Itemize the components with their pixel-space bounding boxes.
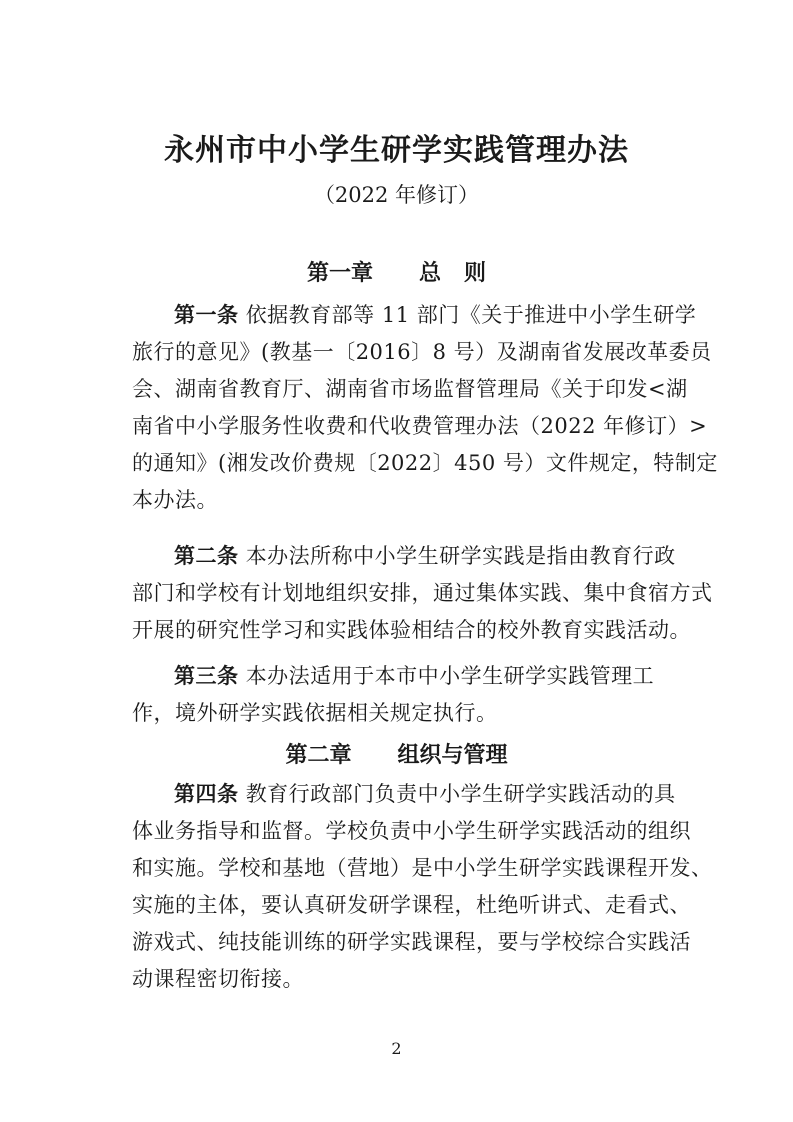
article-4-line-2: 体业务指导和监督。学校负责中小学生研学实践活动的组织	[132, 819, 691, 843]
page-number: 2	[391, 1039, 402, 1058]
article-1-line-2: 旅行的意见》(教基一〔2016〕8 号）及湖南省发展改革委员	[132, 340, 712, 364]
article-2-line-1	[132, 537, 678, 575]
article-4-line-3: 和实施。学校和基地（营地）是中小学生研学实践课程开发、	[132, 856, 713, 880]
article-4-line-4: 实施的主体，要认真研发研学课程，杜绝听讲式、走看式、	[132, 893, 691, 917]
document-title: 永州市中小学生研学实践管理办法	[164, 133, 629, 168]
chapter-heading-2: 第二章 组织与管理	[285, 742, 508, 768]
article-1-text: 依据教育部等 11 部门《关于推进中小学生研学	[245, 303, 697, 327]
article-4-line-6: 动课程密切衔接。	[132, 967, 304, 991]
chapter-heading-1: 第一章 总 则	[307, 260, 486, 286]
article-1-label: 第一条	[174, 302, 239, 327]
article-4-line-5: 游戏式、纯技能训练的研学实践课程，要与学校综合实践活	[132, 930, 691, 954]
article-1-line-4: 南省中小学服务性收费和代收费管理办法（2022 年修订）>	[132, 414, 708, 438]
article-1-line-1	[132, 296, 697, 334]
article-3	[132, 657, 678, 732]
article-1	[132, 296, 718, 519]
article-2	[132, 537, 713, 649]
article-3-line-2: 作，境外研学实践依据相关规定执行。	[132, 701, 498, 725]
article-2-text: 本办法所称中小学生研学实践是指由教育行政	[245, 544, 676, 568]
article-3-text: 本办法适用于本市中小学生研学实践管理工	[245, 664, 655, 688]
article-4	[132, 775, 713, 998]
article-4-line-1	[132, 775, 678, 813]
article-1-line-3: 会、湖南省教育厅、湖南省市场监督管理局《关于印发<湖	[132, 377, 688, 401]
article-4-label: 第四条	[174, 781, 239, 806]
article-1-line-5: 的通知》(湘发改价费规〔2022〕450 号）文件规定，特制定	[132, 451, 718, 475]
article-3-line-1	[132, 657, 678, 695]
article-2-line-3: 开展的研究性学习和实践体验相结合的校外教育实践活动。	[132, 618, 691, 642]
article-4-text: 教育行政部门负责中小学生研学实践活动的具	[245, 782, 676, 806]
article-2-line-2: 部门和学校有计划地组织安排，通过集体实践、集中食宿方式	[132, 581, 713, 605]
document-subtitle: （2022 年修订）	[313, 183, 480, 207]
article-2-label: 第二条	[174, 543, 239, 568]
article-1-line-6: 本办法。	[132, 488, 218, 512]
article-3-label: 第三条	[174, 663, 239, 688]
